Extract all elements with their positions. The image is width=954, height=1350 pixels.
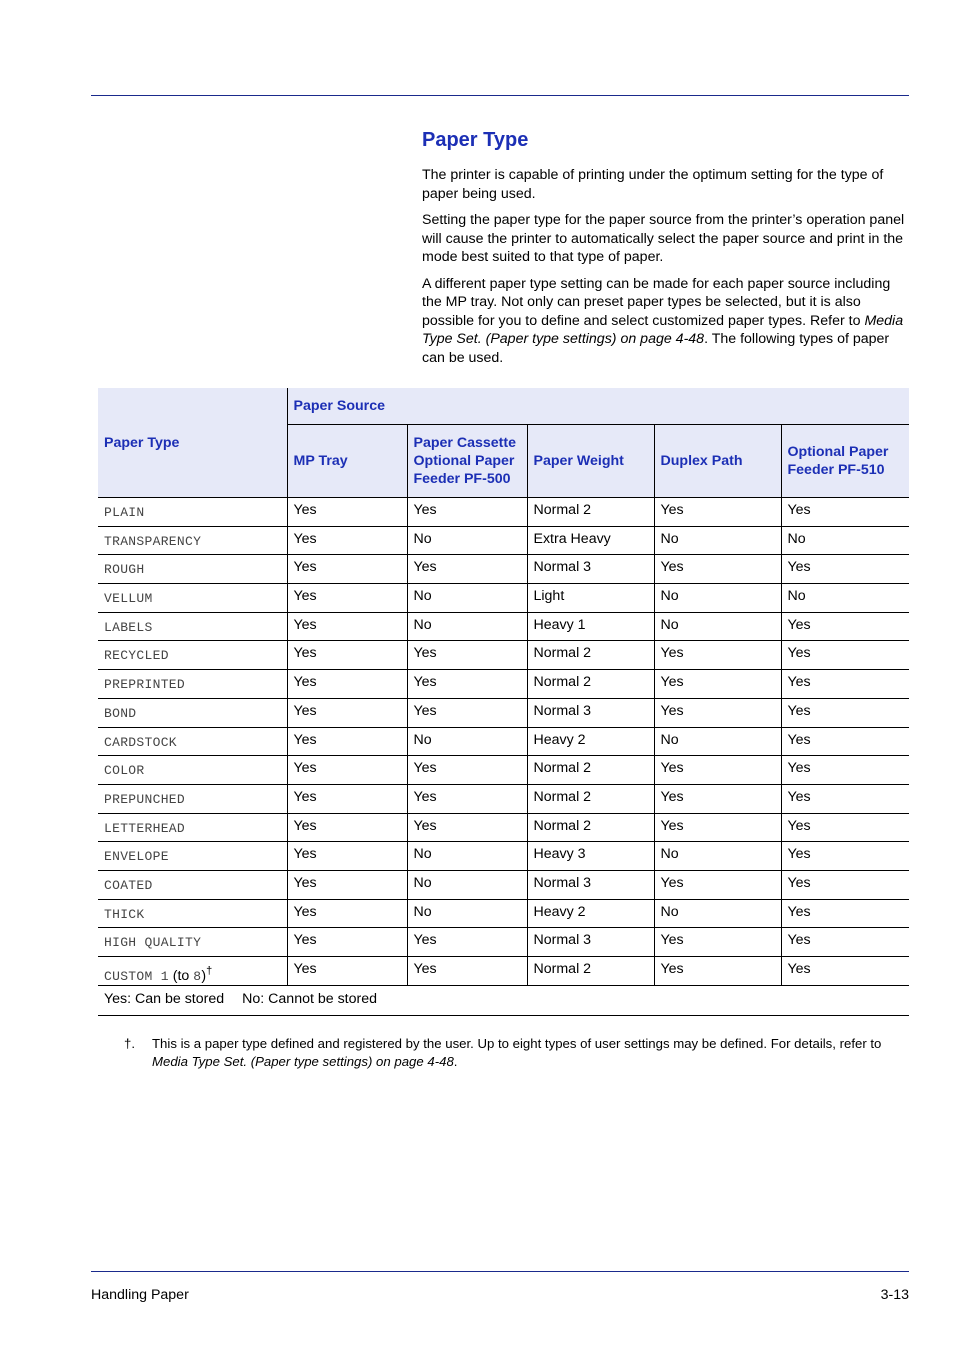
cell-paper-type: BOND [98,698,287,727]
cell-mp-tray: Yes [287,899,407,928]
cell-pf510: No [781,584,909,613]
cell-paper-type: CUSTOM 1 (to 8)† [98,957,287,986]
paper-type-table [98,388,909,1016]
cell-mp-tray: Yes [287,526,407,555]
cell-weight: Heavy 2 [527,727,654,756]
cell-weight: Light [527,584,654,613]
header-pf510: Optional Paper Feeder PF-510 [781,425,909,498]
table-legend: Yes: Can be stored No: Cannot be stored [98,986,909,1016]
cell-paper-type: LETTERHEAD [98,813,287,842]
cell-paper-type: COLOR [98,756,287,785]
cell-weight: Normal 2 [527,641,654,670]
media-type-set-reference[interactable]: Media Type Set. (Paper type settings) on page 4-48 [422,312,904,347]
cell-weight: Normal 2 [527,784,654,813]
cell-cassette: No [407,612,527,641]
page-title: Paper Type [422,129,529,151]
cell-mp-tray: Yes [287,498,407,527]
cell-duplex: Yes [654,498,781,527]
cell-weight: Normal 2 [527,498,654,527]
cell-pf510: Yes [781,641,909,670]
cell-mp-tray: Yes [287,870,407,899]
cell-weight: Heavy 3 [527,842,654,871]
cell-mp-tray: Yes [287,957,407,986]
dagger-footnote-mark: † [206,965,213,977]
footnote [124,1035,884,1071]
header-rule [91,95,909,96]
header-paper-type: Paper Type [98,388,287,498]
table-legend-row [98,986,909,1016]
table-row [98,813,909,842]
cell-weight: Normal 2 [527,813,654,842]
table-row [98,899,909,928]
cell-cassette: No [407,842,527,871]
table-row [98,698,909,727]
cell-mp-tray: Yes [287,813,407,842]
cell-weight: Normal 3 [527,928,654,957]
cell-pf510: Yes [781,727,909,756]
footnote-text: This is a paper type defined and registered by the user. Up to eight types of user settings may be defined. For details, refer to Media Type Set. (Paper type settings) on page 4-48. [152,1036,882,1069]
cell-cassette: Yes [407,813,527,842]
cell-cassette: No [407,526,527,555]
cell-weight: Normal 2 [527,670,654,699]
cell-pf510: Yes [781,784,909,813]
cell-mp-tray: Yes [287,555,407,584]
cell-pf510: Yes [781,870,909,899]
cell-duplex: Yes [654,957,781,986]
cell-weight: Heavy 2 [527,899,654,928]
cell-duplex: No [654,842,781,871]
header-paper-source: Paper Source [287,388,909,425]
table-row [98,498,909,527]
cell-cassette: No [407,727,527,756]
table-row [98,526,909,555]
cell-weight: Heavy 1 [527,612,654,641]
cell-paper-type: VELLUM [98,584,287,613]
cell-duplex: Yes [654,641,781,670]
cell-duplex: No [654,526,781,555]
header-mp-tray: MP Tray [287,425,407,498]
cell-paper-type: COATED [98,870,287,899]
footer-section-title: Handling Paper [91,1287,189,1303]
cell-pf510: Yes [781,957,909,986]
table-row [98,584,909,613]
cell-duplex: No [654,584,781,613]
cell-cassette: Yes [407,756,527,785]
table-row [98,727,909,756]
table-row [98,641,909,670]
cell-mp-tray: Yes [287,584,407,613]
table-row [98,928,909,957]
cell-mp-tray: Yes [287,698,407,727]
table-header-row [98,388,909,425]
cell-paper-type: ROUGH [98,555,287,584]
cell-mp-tray: Yes [287,612,407,641]
footnote-media-type-set-reference[interactable]: Media Type Set. (Paper type settings) on page 4-48 [152,1054,454,1069]
table-body [98,498,909,1016]
header-paper-cassette: Paper Cassette Optional Paper Feeder PF-500 [407,425,527,498]
cell-duplex: Yes [654,928,781,957]
table-row [98,842,909,871]
table-row [98,784,909,813]
footer-page-number: 3-13 [880,1287,909,1303]
cell-pf510: Yes [781,899,909,928]
cell-cassette: Yes [407,957,527,986]
cell-pf510: No [781,526,909,555]
cell-duplex: Yes [654,784,781,813]
cell-paper-type: TRANSPARENCY [98,526,287,555]
cell-pf510: Yes [781,928,909,957]
cell-cassette: No [407,584,527,613]
header-paper-weight: Paper Weight [527,425,654,498]
cell-duplex: Yes [654,870,781,899]
cell-duplex: Yes [654,813,781,842]
cell-duplex: Yes [654,698,781,727]
cell-cassette: No [407,899,527,928]
header-duplex-path: Duplex Path [654,425,781,498]
cell-paper-type: THICK [98,899,287,928]
cell-pf510: Yes [781,612,909,641]
cell-mp-tray: Yes [287,784,407,813]
footnote-mark: †. [124,1036,135,1051]
cell-mp-tray: Yes [287,727,407,756]
table-row-custom [98,957,909,986]
cell-duplex: Yes [654,670,781,699]
cell-weight: Extra Heavy [527,526,654,555]
cell-pf510: Yes [781,842,909,871]
cell-weight: Normal 2 [527,756,654,785]
cell-duplex: No [654,727,781,756]
cell-paper-type: PREPRINTED [98,670,287,699]
cell-mp-tray: Yes [287,842,407,871]
cell-weight: Normal 3 [527,870,654,899]
cell-cassette: Yes [407,928,527,957]
cell-paper-type: PREPUNCHED [98,784,287,813]
intro-paragraph-1: The printer is capable of printing under the optimum setting for the type of paper being used. [422,167,884,202]
cell-cassette: No [407,870,527,899]
cell-pf510: Yes [781,813,909,842]
cell-mp-tray: Yes [287,756,407,785]
cell-mp-tray: Yes [287,641,407,670]
cell-pf510: Yes [781,698,909,727]
cell-weight: Normal 3 [527,555,654,584]
cell-cassette: Yes [407,555,527,584]
cell-weight: Normal 2 [527,957,654,986]
cell-mp-tray: Yes [287,670,407,699]
cell-paper-type: HIGH QUALITY [98,928,287,957]
intro-text [422,166,910,375]
cell-cassette: Yes [407,498,527,527]
table-row [98,870,909,899]
cell-duplex: Yes [654,555,781,584]
cell-paper-type: LABELS [98,612,287,641]
cell-cassette: Yes [407,641,527,670]
cell-paper-type: RECYCLED [98,641,287,670]
table-row [98,756,909,785]
cell-mp-tray: Yes [287,928,407,957]
cell-pf510: Yes [781,670,909,699]
table-row [98,612,909,641]
cell-duplex: No [654,899,781,928]
cell-duplex: No [654,612,781,641]
intro-paragraph-3: A different paper type setting can be made for each paper source including the MP tray. Not only can preset paper types be selected, but it is also possible for you to define and select customized paper types. Refer to Media Type Set. (Paper type settings) on page 4-48. The following types of paper can be used. [422,275,904,366]
cell-paper-type: PLAIN [98,498,287,527]
table-row [98,555,909,584]
cell-pf510: Yes [781,498,909,527]
table-row [98,670,909,699]
cell-pf510: Yes [781,756,909,785]
cell-paper-type: CARDSTOCK [98,727,287,756]
cell-cassette: Yes [407,698,527,727]
cell-duplex: Yes [654,756,781,785]
intro-paragraph-2: Setting the paper type for the paper source from the printer’s operation panel will cause the printer to automatically select the paper source and print in the mode best suited to that type of paper. [422,212,905,265]
cell-weight: Normal 3 [527,698,654,727]
cell-cassette: Yes [407,784,527,813]
footer-rule [91,1271,909,1272]
cell-paper-type: ENVELOPE [98,842,287,871]
cell-cassette: Yes [407,670,527,699]
cell-pf510: Yes [781,555,909,584]
